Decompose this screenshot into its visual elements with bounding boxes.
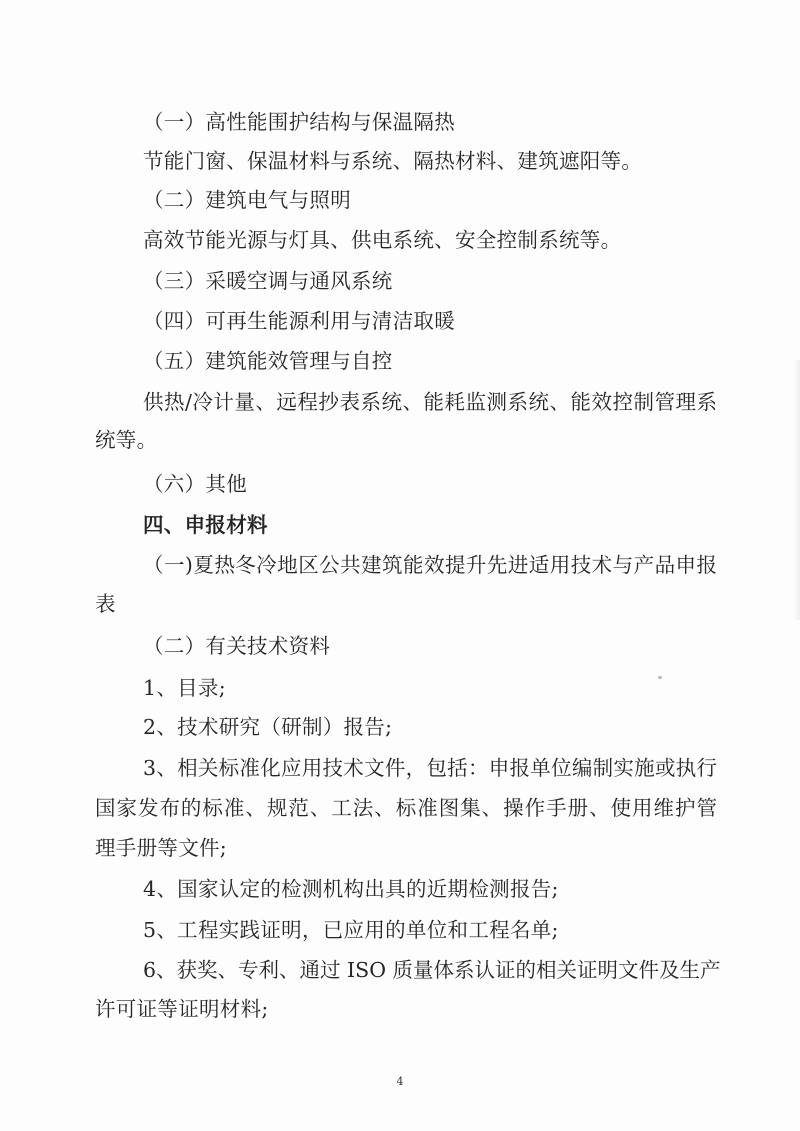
- item-application-form-line-2: 表: [95, 592, 116, 616]
- subheading-electrical-lighting: （二）建筑电气与照明: [143, 188, 351, 212]
- paragraph-electrical-lighting: 高效节能光源与灯具、供电系统、安全控制系统等。: [143, 228, 622, 252]
- subheading-energy-management: （五）建筑能效管理与自控: [143, 349, 393, 373]
- list-item-3-line-2: 国家发布的标准、规范、工法、标准图集、操作手册、使用维护管: [95, 796, 717, 820]
- list-item-2: 2、技术研究（研制）报告;: [143, 715, 393, 739]
- item-application-form-line-1: （一)夏热冬冷地区公共建筑能效提升先进适用技术与产品申报: [143, 553, 717, 577]
- page-number: 4: [396, 1075, 404, 1088]
- subheading-hvac: （三）采暖空调与通风系统: [143, 269, 393, 293]
- list-item-5: 5、工程实践证明，已应用的单位和工程名单;: [143, 918, 559, 942]
- scan-edge-shadow: [794, 360, 800, 620]
- subheading-renewable-energy: （四）可再生能源利用与清洁取暖: [143, 309, 455, 333]
- list-item-6-line-1: 6、获奖、专利、通过 ISO 质量体系认证的相关证明文件及生产: [143, 958, 721, 982]
- section-heading-application-materials: 四、申报材料: [143, 513, 268, 537]
- subheading-technical-materials: （二）有关技术资料: [143, 634, 331, 658]
- paragraph-energy-management-line-2: 统等。: [95, 428, 158, 452]
- paragraph-energy-management-line-1: 供热/冷计量、远程抄表系统、能耗监测系统、能效控制管理系: [143, 390, 717, 414]
- list-item-4: 4、国家认定的检测机构出具的近期检测报告;: [143, 877, 559, 901]
- scan-speck: [658, 676, 662, 679]
- subheading-envelope-insulation: （一）高性能围护结构与保温隔热: [143, 110, 455, 134]
- list-item-3-line-3: 理手册等文件;: [95, 836, 228, 860]
- list-item-6-line-2: 许可证等证明材料;: [95, 997, 269, 1021]
- list-item-1: 1、目录;: [143, 676, 226, 700]
- subheading-other: （六）其他: [143, 472, 247, 496]
- list-item-3-line-1: 3、相关标准化应用技术文件，包括：申报单位编制实施或执行: [143, 756, 717, 780]
- paragraph-envelope-insulation: 节能门窗、保温材料与系统、隔热材料、建筑遮阳等。: [143, 149, 643, 173]
